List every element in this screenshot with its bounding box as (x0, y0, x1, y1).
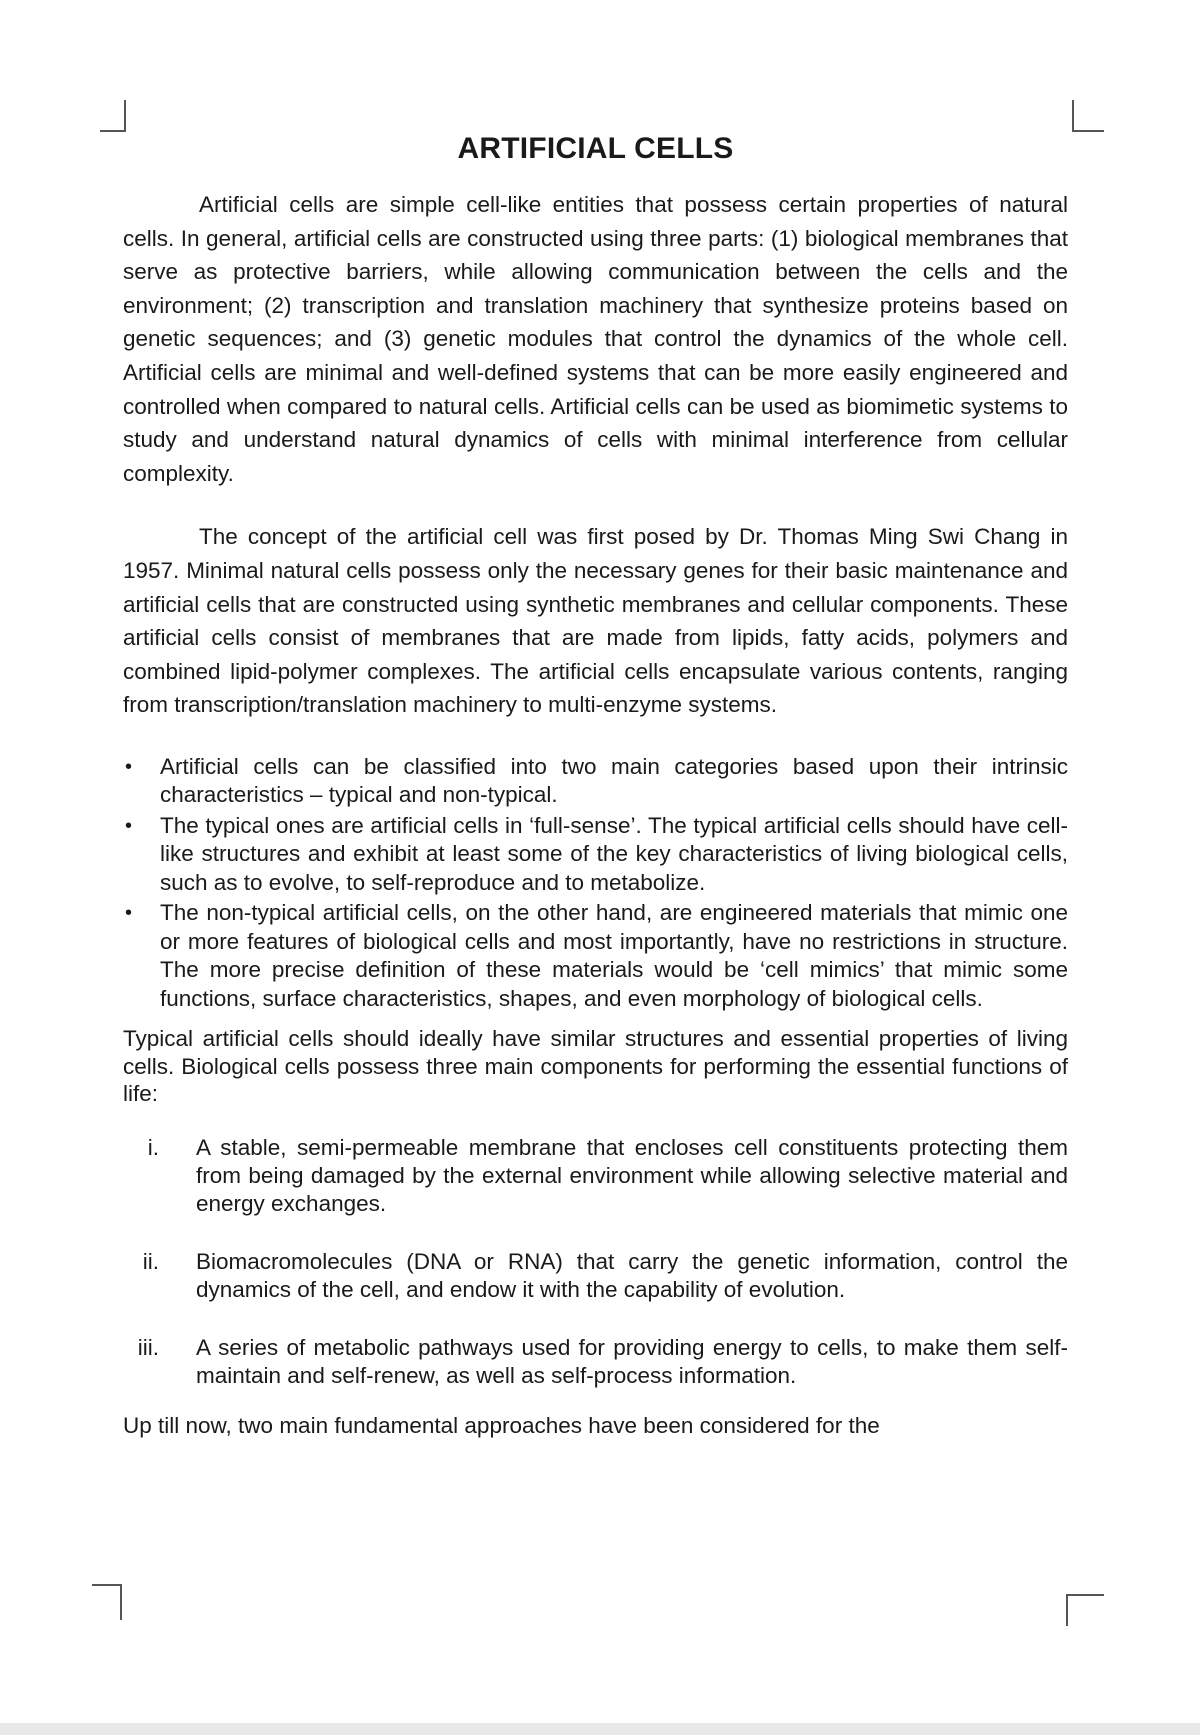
list-number: i. (147, 1134, 159, 1160)
components-list (123, 1134, 1068, 1390)
bullet-list (123, 753, 1068, 1014)
scan-edge (0, 1723, 1200, 1735)
paragraph-intro: Artificial cells are simple cell-like entities that possess certain properties of natural cells. In general, artificial cells are constructed using three parts: (1) biological membranes that serve as protective barriers, while allowing communication between the cells and the environment; (2) transcription and translation machinery that synthesize proteins based on genetic sequences; and (3) genetic modules that control the dynamics of the whole cell. Artificial cells are minimal and well-defined systems that can be more easily engineered and controlled when compared to natural cells. Artificial cells can be used as biomimetic systems to study and understand natural dynamics of cells with minimal interference from cellular complexity. (123, 192, 1068, 486)
crop-mark-top-right (1072, 100, 1104, 132)
crop-mark-bottom-right (1066, 1594, 1104, 1626)
list-item-text: A stable, semi-permeable membrane that encloses cell constituents protecting them from being damaged by the external environment while allowing selective material and energy exchanges. (196, 1134, 1068, 1216)
bullet-marker: • (125, 755, 133, 778)
list-number: iii. (137, 1334, 159, 1360)
crop-mark-top-left (100, 100, 126, 132)
list-item-text: The typical ones are artificial cells in ‘full-sense’. The typical artificial cells should have cell-like structures and exhibit at least some of the key characteristics of living biological cells, such as to evolve, to self-reproduce and to metabolize. (160, 812, 1068, 895)
list-item (123, 1334, 1068, 1390)
bullet-marker: • (125, 902, 133, 925)
list-item (123, 899, 1068, 1013)
list-item-text: A series of metabolic pathways used for providing energy to cells, to make them self-maintain and self-renew, as well as self-process information. (196, 1334, 1068, 1388)
paragraph-concept: The concept of the artificial cell was first posed by Dr. Thomas Ming Swi Chang in 1957. Minimal natural cells possess only the necessary genes for their basic maintenance and artificial cells that are constructed using synthetic membranes and cellular components. These artificial cells consist of membranes that are made from lipids, fatty acids, polymers and combined lipid-polymer complexes. The artificial cells encapsulate various contents, ranging from transcription/translation machinery to multi-enzyme systems. (123, 524, 1068, 718)
bullet-marker: • (125, 814, 133, 837)
list-item-text: Artificial cells can be classified into two main categories based upon their intrinsic characteristics – typical and non-typical. (160, 753, 1068, 808)
list-item-text: The non-typical artificial cells, on the other hand, are engineered materials that mimic one or more features of biological cells and most importantly, have no restrictions in structure. The more precise definition of these materials would be ‘cell mimics’ that mimic some functions, surface characteristics, shapes, and even morphology of biological cells. (160, 900, 1068, 1011)
paragraph-typical-cells: Typical artificial cells should ideally have similar structures and essential properties of living cells. Biological cells possess three main components for performing the essential functions of life: (123, 1026, 1068, 1107)
page-title: ARTIFICIAL CELLS (457, 132, 734, 165)
list-item-text: Biomacromolecules (DNA or RNA) that carry the genetic information, control the dynamics of the cell, and endow it with the capability of evolution. (196, 1248, 1068, 1302)
list-number: ii. (142, 1248, 159, 1274)
paragraph-approaches: Up till now, two main fundamental approaches have been considered for the (123, 1412, 880, 1438)
page-content (123, 132, 1068, 1439)
list-item (123, 1134, 1068, 1218)
list-item (123, 812, 1068, 898)
list-item (123, 753, 1068, 810)
list-item (123, 1248, 1068, 1304)
crop-mark-bottom-left (92, 1584, 122, 1620)
